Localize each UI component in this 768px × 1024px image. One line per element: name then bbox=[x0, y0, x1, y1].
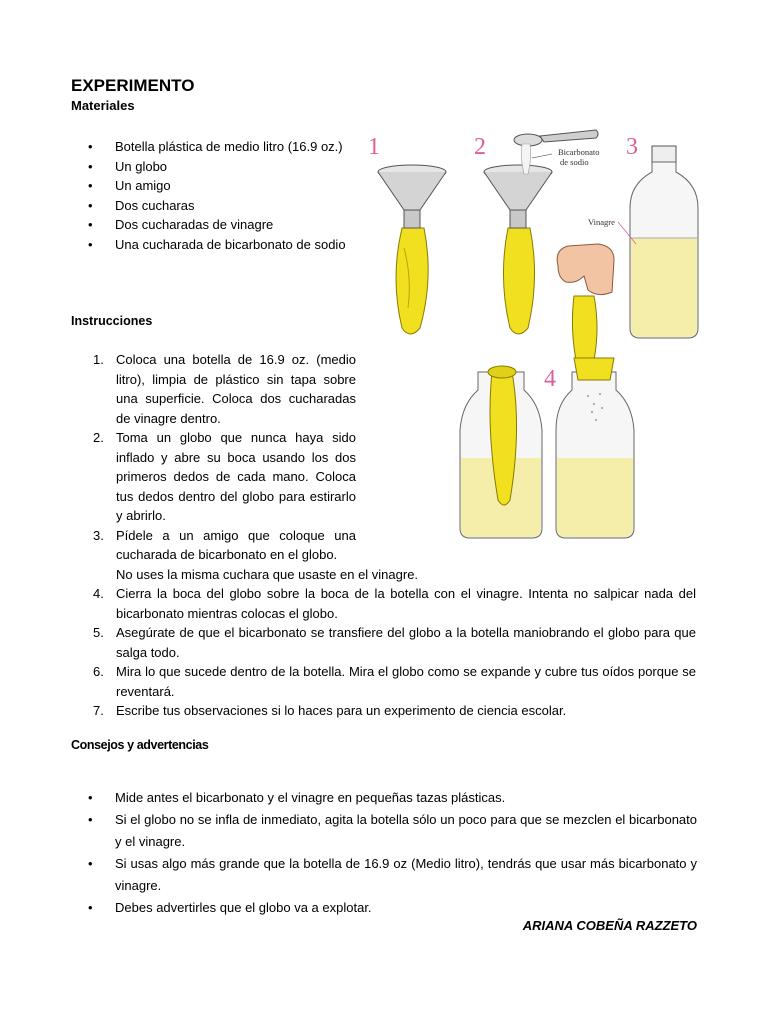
list-item: • Un amigo bbox=[88, 176, 356, 196]
materials-list bbox=[88, 137, 356, 254]
step-text: Escribe tus observaciones si lo haces para un experimento de ciencia escolar. bbox=[116, 703, 567, 718]
step-text: Mira lo que sucede dentro de la botella. Mira el globo como se expande y cubre tus oídos porque se reventará. bbox=[116, 664, 696, 699]
step-text: Pídele a un amigo que coloque una cucharada de bicarbonato en el globo. bbox=[116, 527, 356, 562]
list-item: • Un globo bbox=[88, 157, 356, 177]
instructions-heading: Instrucciones bbox=[71, 314, 153, 328]
step-item bbox=[88, 662, 696, 701]
step-item bbox=[88, 526, 419, 585]
step-number: 7. bbox=[93, 703, 104, 718]
panel-number: 2 bbox=[474, 134, 486, 160]
step-item bbox=[88, 701, 696, 721]
bottle-balloon-inside-illustration bbox=[460, 366, 542, 538]
hand-illustration bbox=[557, 244, 614, 360]
step-number: 3. bbox=[93, 527, 104, 543]
step-text: Toma un globo que nunca haya sido inflado y abre su boca usando los dos primeros dedos de cada mano. Coloca tus dedos dentro del globo para estirarlo y abrirlo. bbox=[116, 430, 356, 523]
list-item: • Si el globo no se infla de inmediato, agita la botella sólo un poco para que se mezclen el bicarbonato y el vinagre. bbox=[88, 809, 697, 853]
bottle-powder-illustration bbox=[556, 358, 634, 538]
step-number: 1. bbox=[93, 352, 104, 367]
author-name: ARIANA COBEÑA RAZZETO bbox=[522, 918, 697, 933]
list-item: • Dos cucharadas de vinagre bbox=[88, 215, 356, 235]
panel-number: 4 bbox=[544, 366, 556, 392]
funnel-balloon-illustration bbox=[378, 165, 446, 334]
step-text: Asegúrate de que el bicarbonato se transfiere del globo a la botella maniobrando el globo para que salga todo. bbox=[116, 625, 696, 660]
list-item: • Botella plástica de medio litro (16.9 oz.) bbox=[88, 137, 356, 157]
label-vinagre: Vinagre bbox=[588, 217, 615, 227]
step-item bbox=[88, 428, 356, 526]
list-item: • Si usas algo más grande que la botella de 16.9 oz (Medio litro), tendrás que usar más bicarbonato y vinagre. bbox=[88, 853, 697, 897]
experiment-illustration bbox=[362, 128, 702, 552]
step-item bbox=[88, 350, 356, 428]
page-title: EXPERIMENTO bbox=[71, 76, 195, 95]
list-item: • Dos cucharas bbox=[88, 196, 356, 216]
tips-list bbox=[88, 787, 697, 919]
list-item: • Una cucharada de bicarbonato de sodio bbox=[88, 235, 356, 255]
step-item bbox=[88, 584, 696, 623]
tips-heading: Consejos y advertencias bbox=[71, 738, 209, 752]
step-number: 5. bbox=[93, 625, 104, 640]
label-bicarbonato-line2: de sodio bbox=[560, 157, 589, 167]
step-number: 2. bbox=[93, 430, 104, 445]
label-bicarbonato-line1: Bicarbonato bbox=[558, 147, 600, 157]
step-text-extra: No uses la misma cuchara que usaste en el vinagre. bbox=[116, 566, 419, 582]
panel-number: 3 bbox=[626, 134, 638, 160]
step-text: Coloca una botella de 16.9 oz. (medio litro), limpia de plástico sin tapa sobre una superficie. Coloca dos cucharadas de vinagre dentro. bbox=[116, 352, 356, 426]
panel-number: 1 bbox=[368, 134, 380, 160]
list-item: • Mide antes el bicarbonato y el vinagre en pequeñas tazas plásticas. bbox=[88, 787, 697, 809]
list-item: • Debes advertirles que el globo va a explotar. bbox=[88, 897, 697, 919]
step-number: 6. bbox=[93, 664, 104, 679]
step-text: Cierra la boca del globo sobre la boca de la botella con el vinagre. Intenta no salpicar nada del bicarbonato mientras colocas el globo. bbox=[116, 586, 696, 621]
step-item bbox=[88, 623, 696, 662]
materials-heading: Materiales bbox=[71, 98, 135, 113]
step-number: 4. bbox=[93, 586, 104, 601]
bottle-vinegar-illustration bbox=[630, 146, 698, 338]
